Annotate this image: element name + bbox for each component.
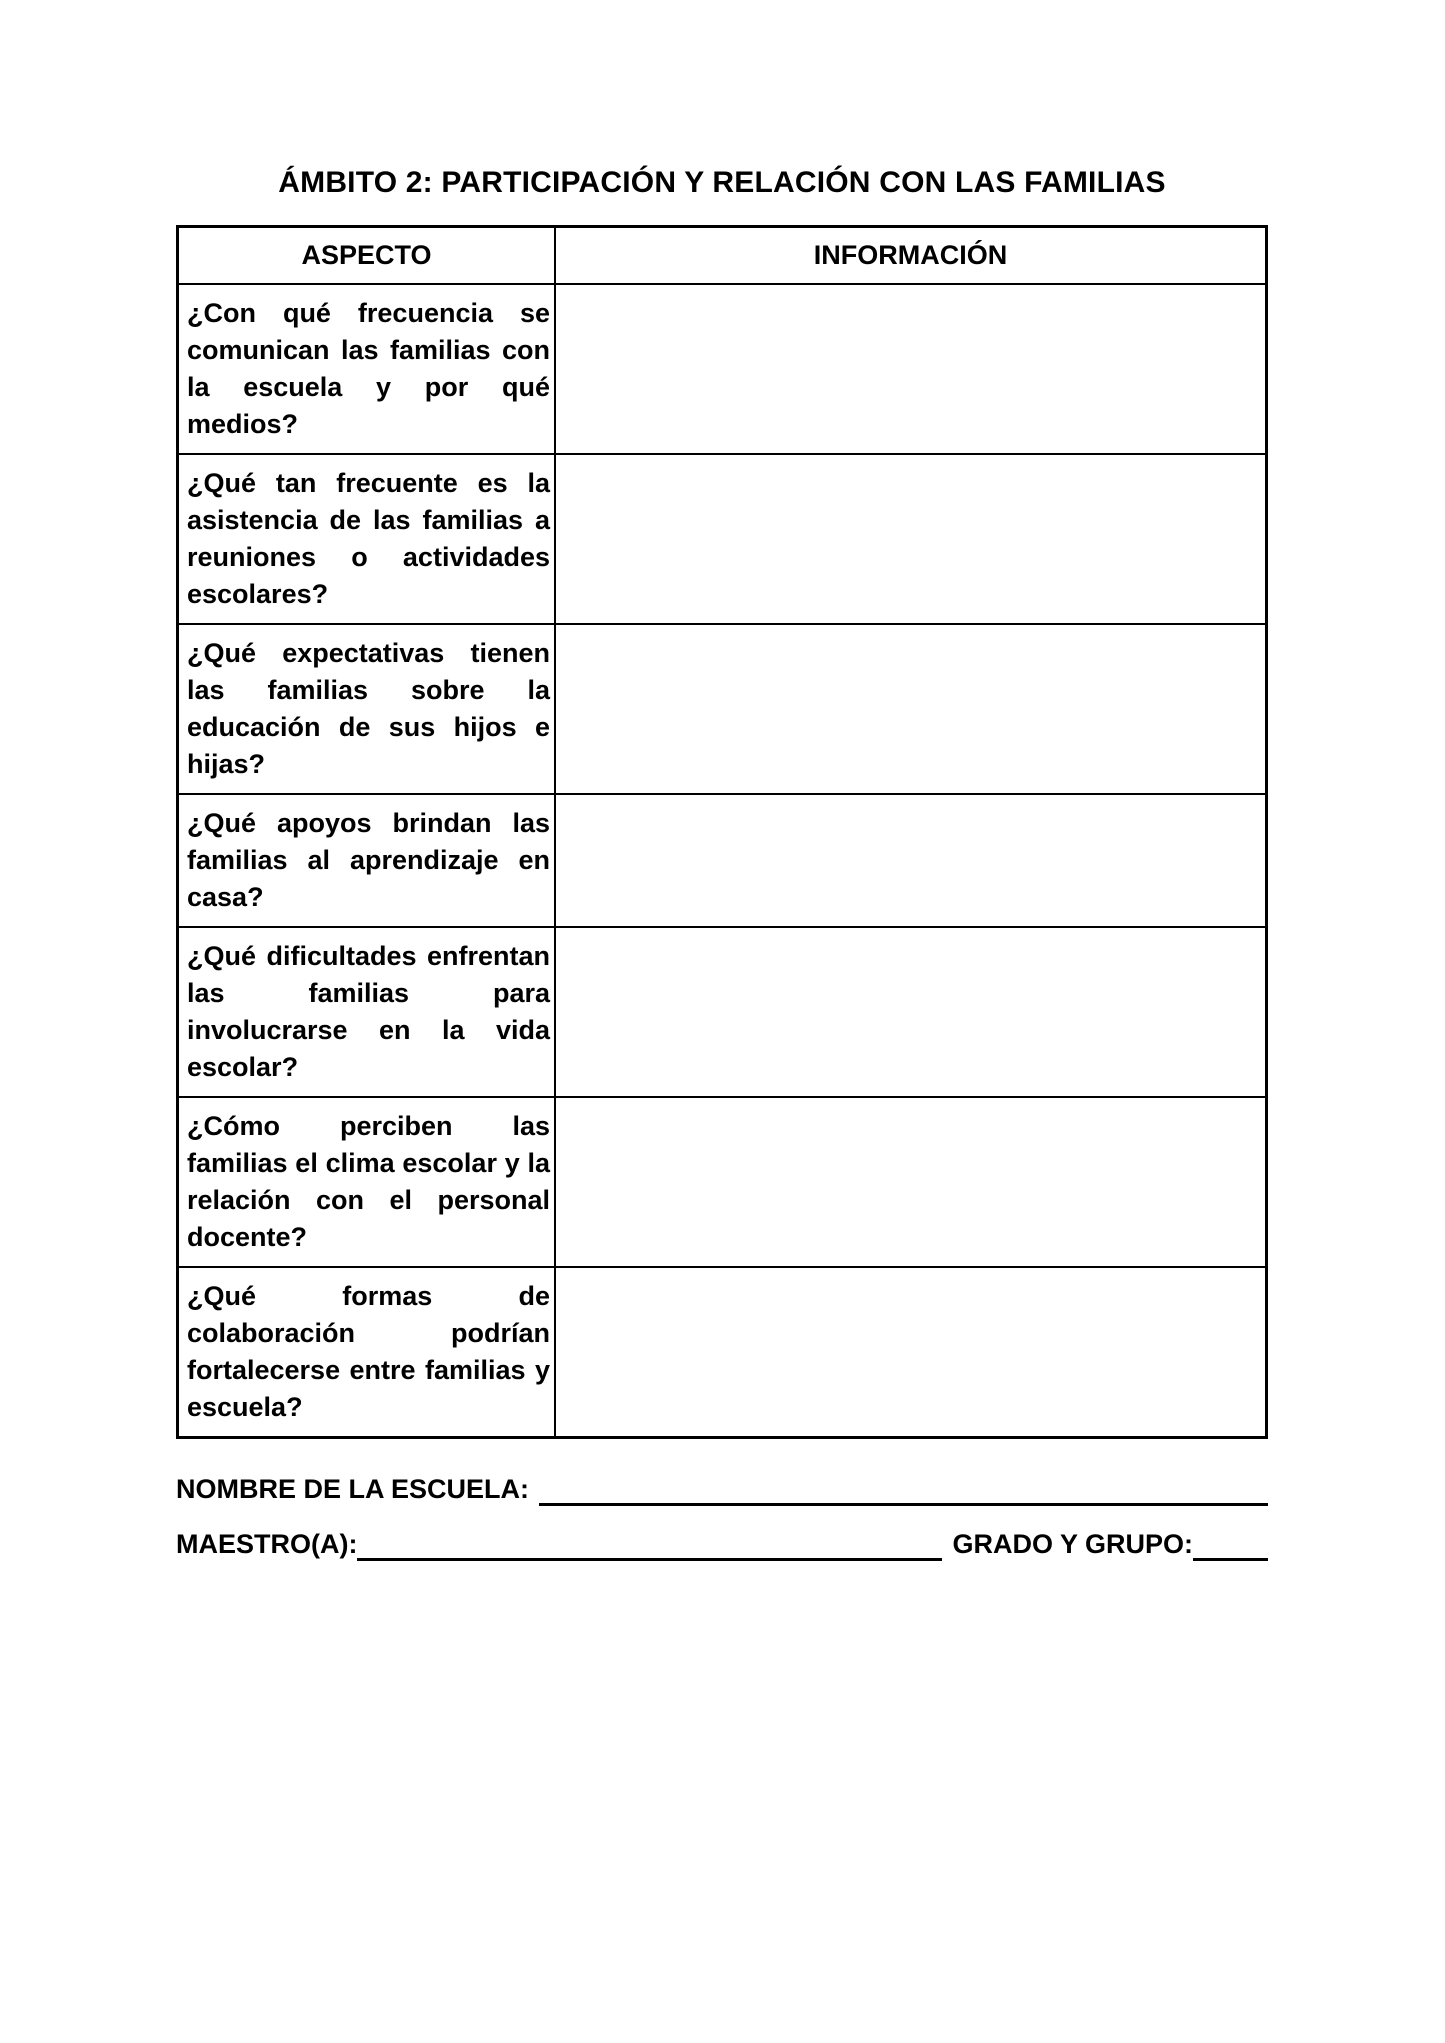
- aspecto-question-cell: [179, 455, 556, 625]
- teacher-grade-row: [176, 1527, 1268, 1561]
- informacion-blank-cell[interactable]: [556, 285, 1265, 455]
- question-line: asistencia de las familias a: [187, 505, 550, 535]
- question-line: ¿Con qué frecuencia se: [187, 298, 550, 328]
- question-line: escuela?: [187, 1392, 303, 1422]
- question-line: comunican las familias con: [187, 335, 550, 365]
- informacion-blank-cell[interactable]: [556, 625, 1265, 795]
- grade-group-label: GRADO Y GRUPO:: [952, 1529, 1193, 1559]
- question-line: familias el clima escolar y la: [187, 1148, 550, 1178]
- question-line: ¿Qué tan frecuente es la: [187, 468, 550, 498]
- teacher-blank-line[interactable]: [357, 1527, 942, 1561]
- aspecto-question-cell: [179, 928, 556, 1098]
- informacion-blank-cell[interactable]: [556, 795, 1265, 928]
- table-row: [179, 928, 1265, 1098]
- table-row: [179, 1098, 1265, 1268]
- question-line: colaboración podrían: [187, 1318, 550, 1348]
- aspecto-question-cell: [179, 625, 556, 795]
- document-title: ÁMBITO 2: PARTICIPACIÓN Y RELACIÓN CON LAS FAMILIAS: [278, 166, 1166, 199]
- table-body: [179, 285, 1265, 1436]
- school-name-label: NOMBRE DE LA ESCUELA:: [176, 1474, 530, 1504]
- informacion-blank-cell[interactable]: [556, 1098, 1265, 1268]
- question-line: relación con el personal: [187, 1185, 550, 1215]
- school-name-row: [176, 1472, 1268, 1506]
- teacher-label: MAESTRO(A):: [176, 1529, 358, 1559]
- header-aspecto: ASPECTO: [179, 228, 556, 285]
- question-line: casa?: [187, 882, 264, 912]
- question-line: ¿Cómo perciben las: [187, 1111, 550, 1141]
- table-header: [179, 228, 1265, 285]
- question-line: educación de sus hijos e: [187, 712, 550, 742]
- aspecto-question-cell: [179, 285, 556, 455]
- informacion-blank-cell[interactable]: [556, 928, 1265, 1098]
- question-line: involucrarse en la vida: [187, 1015, 550, 1045]
- question-line: ¿Qué formas de: [187, 1281, 550, 1311]
- table-row: [179, 625, 1265, 795]
- table-row: [179, 1268, 1265, 1436]
- grade-group-blank-line[interactable]: [1193, 1527, 1268, 1561]
- question-line: escolar?: [187, 1052, 299, 1082]
- table-row: [179, 455, 1265, 625]
- question-line: las familias para: [187, 978, 550, 1008]
- table-row: [179, 285, 1265, 455]
- ambito-table: [176, 225, 1268, 1439]
- aspecto-question-cell: [179, 795, 556, 928]
- question-line: reuniones o actividades: [187, 542, 550, 572]
- question-line: fortalecerse entre familias y: [187, 1355, 550, 1385]
- header-informacion: INFORMACIÓN: [556, 228, 1265, 285]
- aspecto-question-cell: [179, 1268, 556, 1436]
- question-line: familias al aprendizaje en: [187, 845, 550, 875]
- question-line: las familias sobre la: [187, 675, 550, 705]
- informacion-blank-cell[interactable]: [556, 455, 1265, 625]
- question-line: escolares?: [187, 579, 329, 609]
- table-row: [179, 795, 1265, 928]
- question-line: ¿Qué apoyos brindan las: [187, 808, 550, 838]
- question-line: medios?: [187, 409, 299, 439]
- school-name-blank-line[interactable]: [539, 1472, 1268, 1506]
- informacion-blank-cell[interactable]: [556, 1268, 1265, 1436]
- header-row: [179, 228, 1265, 285]
- question-line: hijas?: [187, 749, 266, 779]
- question-line: la escuela y por qué: [187, 372, 550, 402]
- aspecto-question-cell: [179, 1098, 556, 1268]
- question-line: ¿Qué expectativas tienen: [187, 638, 550, 668]
- question-line: ¿Qué dificultades enfrentan: [187, 941, 550, 971]
- question-line: docente?: [187, 1222, 308, 1252]
